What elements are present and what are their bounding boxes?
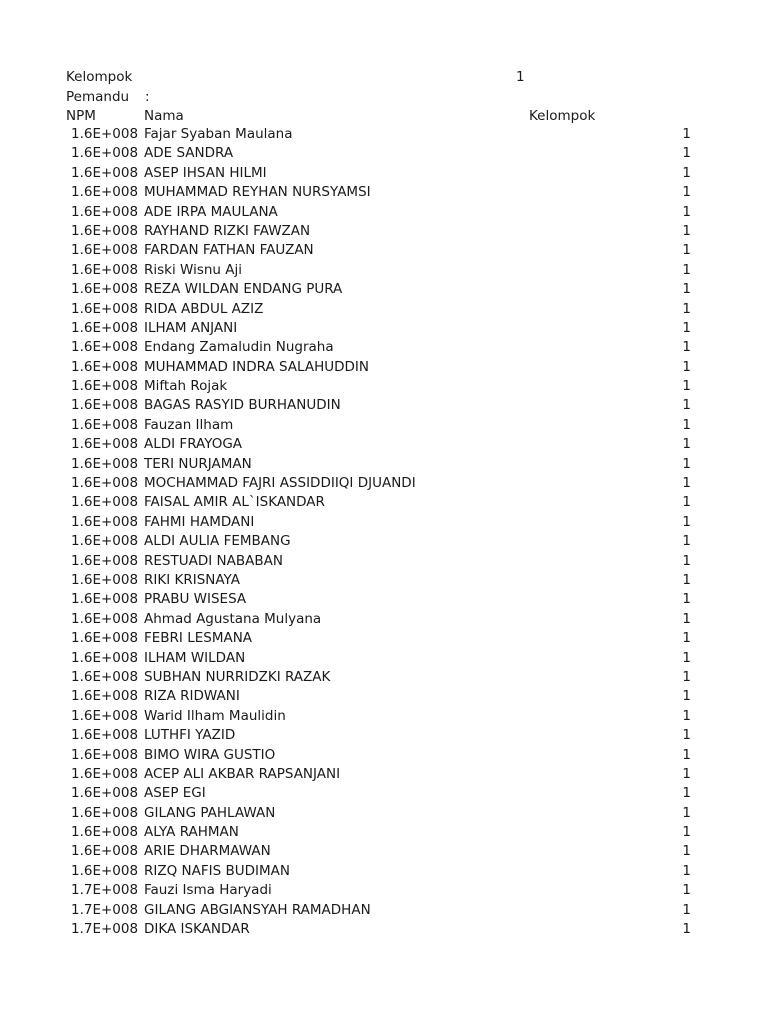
nama-cell: Miftah Rojak	[144, 378, 228, 395]
npm-cell: 1.6E+008	[71, 649, 139, 666]
table-row	[0, 590, 768, 609]
kelompok-cell: 1	[682, 727, 691, 744]
npm-cell: 1.6E+008	[71, 455, 139, 472]
npm-cell: 1.6E+008	[71, 358, 139, 375]
table-row	[0, 513, 768, 532]
kelompok-cell: 1	[682, 649, 691, 666]
kelompok-cell: 1	[682, 630, 691, 647]
npm-cell: 1.6E+008	[71, 707, 139, 724]
kelompok-cell: 1	[682, 475, 691, 492]
kelompok-cell: 1	[682, 358, 691, 375]
kelompok-cell: 1	[682, 378, 691, 395]
table-row	[0, 920, 768, 939]
nama-cell: Ahmad Agustana Mulyana	[144, 610, 322, 627]
table-row	[0, 746, 768, 765]
kelompok-cell: 1	[682, 203, 691, 220]
npm-cell: 1.6E+008	[71, 203, 139, 220]
table-row	[0, 610, 768, 629]
nama-cell: Fauzan Ilham	[144, 416, 234, 433]
nama-cell: REZA WILDAN ENDANG PURA	[144, 281, 343, 298]
kelompok-cell: 1	[682, 145, 691, 162]
npm-cell: 1.6E+008	[71, 785, 139, 802]
npm-cell: 1.6E+008	[71, 339, 139, 356]
kelompok-cell: 1	[682, 862, 691, 879]
kelompok-cell: 1	[682, 300, 691, 317]
nama-cell: GILANG ABGIANSYAH RAMADHAN	[144, 901, 371, 918]
nama-cell: BIMO WIRA GUSTIO	[144, 746, 276, 763]
npm-cell: 1.6E+008	[71, 416, 139, 433]
npm-cell: 1.6E+008	[71, 843, 139, 860]
column-header-kelompok: Kelompok	[529, 108, 596, 124]
table-row	[0, 300, 768, 319]
table-row	[0, 319, 768, 338]
table-row	[0, 241, 768, 260]
table-row	[0, 532, 768, 551]
npm-cell: 1.6E+008	[71, 397, 139, 414]
npm-cell: 1.6E+008	[71, 436, 139, 453]
nama-cell: RESTUADI NABABAN	[144, 552, 283, 569]
npm-cell: 1.7E+008	[71, 901, 139, 918]
table-row	[0, 901, 768, 920]
table-row	[0, 144, 768, 163]
table-row	[0, 687, 768, 706]
npm-cell: 1.6E+008	[71, 513, 139, 530]
table-row	[0, 396, 768, 415]
npm-cell: 1.6E+008	[71, 765, 139, 782]
table-row	[0, 862, 768, 881]
kelompok-cell: 1	[682, 765, 691, 782]
nama-cell: SUBHAN NURRIDZKI RAZAK	[144, 668, 331, 685]
pemandu-separator: :	[145, 89, 150, 105]
nama-cell: MOCHAMMAD FAJRI ASSIDDIIQI DJUANDI	[144, 475, 416, 492]
table-row	[0, 765, 768, 784]
table-row	[0, 377, 768, 396]
kelompok-cell: 1	[682, 242, 691, 259]
kelompok-cell: 1	[682, 591, 691, 608]
npm-cell: 1.6E+008	[71, 281, 139, 298]
npm-cell: 1.6E+008	[71, 184, 139, 201]
nama-cell: FAISAL AMIR AL`ISKANDAR	[144, 494, 325, 511]
nama-cell: RIKI KRISNAYA	[144, 571, 240, 588]
table-row	[0, 222, 768, 241]
table-row	[0, 125, 768, 144]
nama-cell: ACEP ALI AKBAR RAPSANJANI	[144, 765, 341, 782]
table-row	[0, 804, 768, 823]
npm-cell: 1.6E+008	[71, 862, 139, 879]
table-row	[0, 842, 768, 861]
nama-cell: Fauzi Isma Haryadi	[144, 882, 272, 899]
nama-cell: ASEP EGI	[144, 785, 206, 802]
nama-cell: TERI NURJAMAN	[144, 455, 252, 472]
kelompok-cell: 1	[682, 455, 691, 472]
nama-cell: RAYHAND RIZKI FAWZAN	[144, 222, 311, 239]
kelompok-label: Kelompok	[66, 69, 133, 85]
npm-cell: 1.7E+008	[71, 882, 139, 899]
table-row	[0, 261, 768, 280]
nama-cell: RIDA ABDUL AZIZ	[144, 300, 264, 317]
table-row	[0, 668, 768, 687]
kelompok-cell: 1	[682, 319, 691, 336]
kelompok-cell: 1	[682, 397, 691, 414]
kelompok-cell: 1	[682, 571, 691, 588]
npm-cell: 1.6E+008	[71, 804, 139, 821]
table-row	[0, 629, 768, 648]
kelompok-cell: 1	[682, 901, 691, 918]
nama-cell: RIZA RIDWANI	[144, 688, 240, 705]
kelompok-cell: 1	[682, 921, 691, 938]
table-row	[0, 183, 768, 202]
npm-cell: 1.6E+008	[71, 222, 139, 239]
npm-cell: 1.6E+008	[71, 727, 139, 744]
kelompok-cell: 1	[682, 222, 691, 239]
nama-cell: FARDAN FATHAN FAUZAN	[144, 242, 314, 259]
kelompok-cell: 1	[682, 824, 691, 841]
kelompok-cell: 1	[682, 126, 691, 142]
npm-cell: 1.6E+008	[71, 668, 139, 685]
kelompok-cell: 1	[682, 436, 691, 453]
npm-cell: 1.6E+008	[71, 475, 139, 492]
kelompok-cell: 1	[682, 339, 691, 356]
nama-cell: FEBRI LESMANA	[144, 630, 253, 647]
table-row	[0, 455, 768, 474]
nama-cell: MUHAMMAD INDRA SALAHUDDIN	[144, 358, 369, 375]
kelompok-cell: 1	[682, 416, 691, 433]
column-header-nama: Nama	[144, 108, 184, 124]
nama-cell: MUHAMMAD REYHAN NURSYAMSI	[144, 184, 371, 201]
nama-cell: BAGAS RASYID BURHANUDIN	[144, 397, 341, 414]
npm-cell: 1.6E+008	[71, 552, 139, 569]
kelompok-value: 1	[516, 69, 525, 85]
nama-cell: ADE IRPA MAULANA	[144, 203, 278, 220]
table-row	[0, 338, 768, 357]
nama-cell: Endang Zamaludin Nugraha	[144, 339, 334, 356]
nama-cell: ASEP IHSAN HILMI	[144, 164, 267, 181]
npm-cell: 1.6E+008	[71, 591, 139, 608]
table-row	[0, 649, 768, 668]
npm-cell: 1.6E+008	[71, 610, 139, 627]
kelompok-cell: 1	[682, 688, 691, 705]
nama-cell: DIKA ISKANDAR	[144, 921, 250, 938]
nama-cell: ILHAM WILDAN	[144, 649, 246, 666]
npm-cell: 1.7E+008	[71, 921, 139, 938]
npm-cell: 1.6E+008	[71, 242, 139, 259]
pemandu-label: Pemandu	[66, 89, 130, 105]
npm-cell: 1.6E+008	[71, 533, 139, 550]
npm-cell: 1.6E+008	[71, 746, 139, 763]
nama-cell: FAHMI HAMDANI	[144, 513, 255, 530]
npm-cell: 1.6E+008	[71, 688, 139, 705]
kelompok-cell: 1	[682, 843, 691, 860]
table-row	[0, 707, 768, 726]
kelompok-cell: 1	[682, 610, 691, 627]
kelompok-cell: 1	[682, 164, 691, 181]
nama-cell: LUTHFI YAZID	[144, 727, 236, 744]
npm-cell: 1.6E+008	[71, 126, 139, 142]
table-row	[0, 474, 768, 493]
npm-cell: 1.6E+008	[71, 494, 139, 511]
table-row	[0, 203, 768, 222]
npm-cell: 1.6E+008	[71, 300, 139, 317]
nama-cell: ARIE DHARMAWAN	[144, 843, 271, 860]
table-row	[0, 552, 768, 571]
column-header-npm: NPM	[66, 108, 96, 124]
nama-cell: ALYA RAHMAN	[144, 824, 239, 841]
nama-cell: Riski Wisnu Aji	[144, 261, 243, 278]
nama-cell: ADE SANDRA	[144, 145, 234, 162]
nama-cell: ALDI FRAYOGA	[144, 436, 243, 453]
table-row	[0, 823, 768, 842]
nama-cell: GILANG PAHLAWAN	[144, 804, 276, 821]
nama-cell: Warid Ilham Maulidin	[144, 707, 286, 724]
kelompok-cell: 1	[682, 494, 691, 511]
table-row	[0, 881, 768, 900]
kelompok-cell: 1	[682, 552, 691, 569]
table-row	[0, 726, 768, 745]
npm-cell: 1.6E+008	[71, 164, 139, 181]
kelompok-cell: 1	[682, 707, 691, 724]
kelompok-cell: 1	[682, 804, 691, 821]
npm-cell: 1.6E+008	[71, 319, 139, 336]
npm-cell: 1.6E+008	[71, 571, 139, 588]
table-row	[0, 416, 768, 435]
npm-cell: 1.6E+008	[71, 145, 139, 162]
table-row	[0, 493, 768, 512]
npm-cell: 1.6E+008	[71, 824, 139, 841]
nama-cell: RIZQ NAFIS BUDIMAN	[144, 862, 290, 879]
npm-cell: 1.6E+008	[71, 261, 139, 278]
kelompok-cell: 1	[682, 184, 691, 201]
nama-cell: ALDI AULIA FEMBANG	[144, 533, 291, 550]
npm-cell: 1.6E+008	[71, 630, 139, 647]
kelompok-cell: 1	[682, 746, 691, 763]
kelompok-cell: 1	[682, 785, 691, 802]
table-row	[0, 164, 768, 183]
student-table	[0, 125, 768, 939]
nama-cell: ILHAM ANJANI	[144, 319, 238, 336]
nama-cell: Fajar Syaban Maulana	[144, 126, 293, 142]
kelompok-cell: 1	[682, 533, 691, 550]
table-row	[0, 280, 768, 299]
kelompok-cell: 1	[682, 281, 691, 298]
kelompok-cell: 1	[682, 668, 691, 685]
table-row	[0, 358, 768, 377]
nama-cell: PRABU WISESA	[144, 591, 247, 608]
table-row	[0, 571, 768, 590]
kelompok-cell: 1	[682, 882, 691, 899]
kelompok-cell: 1	[682, 513, 691, 530]
kelompok-cell: 1	[682, 261, 691, 278]
npm-cell: 1.6E+008	[71, 378, 139, 395]
table-row	[0, 435, 768, 454]
table-row	[0, 784, 768, 803]
